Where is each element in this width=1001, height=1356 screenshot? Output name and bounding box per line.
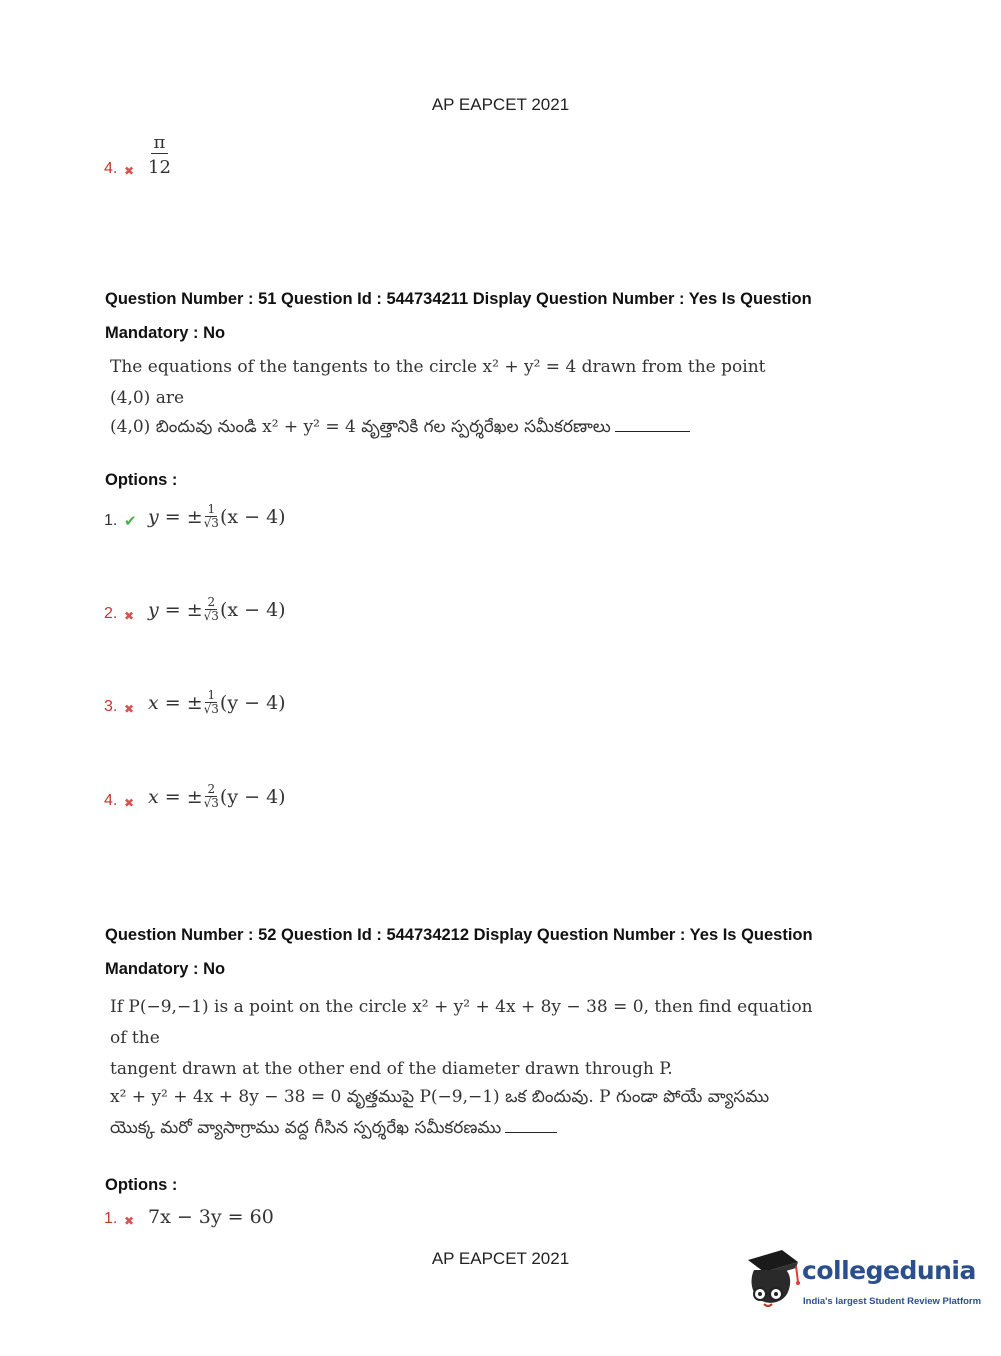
telugu-text: యొక్క మరో వ్యాసాగ్రాము వద్ద గీసిన స్పర్శరేఖ సమీకరణము: [110, 1118, 502, 1138]
logo-tagline: India's largest Student Review Platform: [803, 1296, 982, 1307]
fraction-numerator: 1: [207, 688, 216, 702]
q51-option-4: [104, 783, 286, 810]
text-line-2: tangent drawn at the other end of the diameter drawn through P.: [110, 1059, 673, 1079]
math-var: y: [148, 598, 159, 621]
wrong-icon: ✖: [124, 164, 135, 178]
fraction-numerator: 1: [207, 502, 216, 516]
answer-blank: [615, 431, 690, 432]
question-52-text-telugu: [110, 1082, 830, 1144]
math-tail: (y − 4): [219, 785, 286, 808]
math-var: x: [148, 691, 159, 714]
math-tail: (x − 4): [219, 505, 286, 528]
check-icon: ✔: [124, 513, 137, 531]
question-52-header: Question Number : 52 Question Id : 544734212 Display Question Number : Yes Is Question Mandatory : No: [105, 926, 813, 978]
fraction: [204, 783, 219, 810]
question-51-text-telugu: [110, 412, 830, 443]
wrong-icon: ✖: [124, 1214, 135, 1228]
option-number: 1.: [104, 1210, 118, 1227]
fraction-denominator: √3: [203, 609, 219, 624]
option-math: y = ± $\frac{1}{√3}$ (x − 4): [148, 502, 286, 531]
q51-option-2: [104, 596, 286, 623]
fraction-numerator: π: [151, 132, 169, 154]
fraction: [204, 503, 219, 530]
math-tail: (y − 4): [219, 691, 286, 714]
option-math: y = ± $\frac{2}{√3}$ (x − 4): [148, 595, 286, 624]
option-math: 7x − 3y = 60: [148, 1206, 274, 1228]
option-math: [148, 132, 171, 178]
math-var: x: [148, 785, 159, 808]
fraction-denominator: √3: [203, 702, 219, 717]
fraction: [204, 689, 219, 716]
option-number: 3.: [104, 698, 118, 716]
question-51-header: Question Number : 51 Question Id : 544734211 Display Question Number : Yes Is Question Mandatory : No: [105, 290, 812, 342]
math-var: y: [148, 505, 159, 528]
question-52-text-english: [110, 992, 830, 1085]
telugu-text: (4,0) బిందువు నుండి x² + y² = 4 వృత్తానికి గల స్పర్శరేఖల సమీకరణాలు: [110, 417, 611, 437]
fraction-denominator: √3: [203, 516, 219, 531]
wrong-icon: ✖: [124, 796, 135, 811]
question-51-text-english: The equations of the tangents to the circle x² + y² = 4 drawn from the point (4,0) are: [110, 357, 766, 408]
fraction-denominator: 12: [148, 157, 171, 178]
fraction-numerator: 2: [207, 595, 216, 609]
telugu-line-1: x² + y² + 4x + 8y − 38 = 0 వృత్తముపై P(−9,−1) ఒక బిందువు. P గుండా పోయే వ్యాసము: [110, 1087, 770, 1107]
options-label: Options :: [105, 1176, 178, 1194]
option-number: 4.: [104, 792, 118, 810]
option-number: 4.: [104, 160, 118, 177]
page-header: AP EAPCET 2021: [431, 95, 570, 114]
options-label: Options :: [105, 471, 178, 489]
q51-option-1: [104, 503, 286, 530]
option-math: x = ± $\frac{1}{√3}$ (y − 4): [148, 688, 286, 717]
fraction-numerator: 2: [207, 782, 216, 796]
answer-blank: [505, 1132, 557, 1133]
wrong-icon: ✖: [124, 702, 135, 717]
prev-option-4: [104, 132, 171, 178]
wrong-icon: ✖: [124, 609, 135, 624]
fraction: [204, 596, 219, 623]
math-tail: (x − 4): [219, 598, 286, 621]
option-math: x = ± $\frac{2}{√3}$ (y − 4): [148, 782, 286, 811]
logo-text: collegedunia: [802, 1256, 976, 1285]
option-number: 1.: [104, 512, 118, 530]
text-line-1: If P(−9,−1) is a point on the circle x² + y² + 4x + 8y − 38 = 0, then find equation of the: [110, 997, 813, 1048]
fraction-denominator: √3: [203, 796, 219, 811]
q51-option-3: [104, 689, 286, 716]
collegedunia-logo: [740, 1248, 982, 1313]
telugu-line-2: [110, 1113, 830, 1144]
mascot-icon: [740, 1248, 802, 1313]
page-footer: AP EAPCET 2021: [431, 1249, 570, 1268]
q52-option-1: [104, 1206, 274, 1228]
option-number: 2.: [104, 605, 118, 623]
